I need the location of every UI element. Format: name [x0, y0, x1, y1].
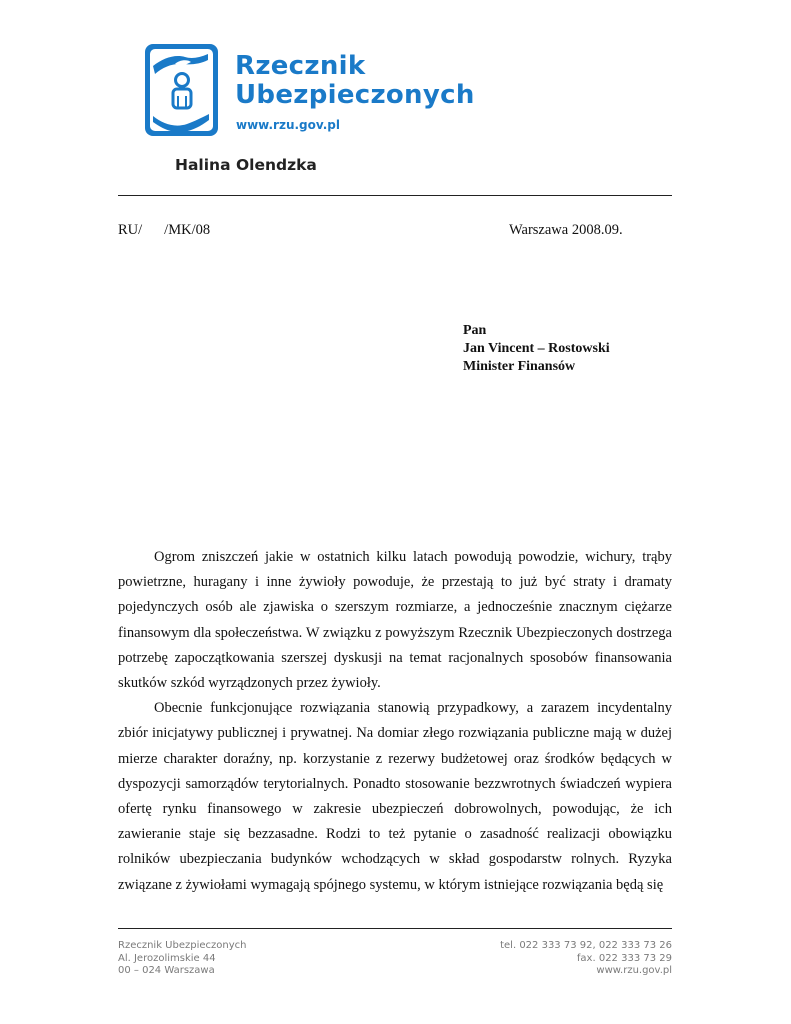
letter-body	[118, 545, 672, 898]
body-paragraph: Obecnie funkcjonujące rozwiązania stanowią przypadkowy, a zarazem incydentalny zbiór inicjatywy publicznej i prywatnej. Na domiar złego rozwiązania publiczne mają w dużej mierze charakter doraźny, np. korzystanie z rezerwy budżetowej oraz środków będących w dyspozycji samorządów terytorialnych. Ponadto stosowanie bezzwrotnych świadczeń wypiera ofertę rynku finansowego w zakresie ubezpieczeń dobrowolnych, powodując, że ich zawieranie staje się bezzasadne. Rodzi to też pytanie o zasadność realizacji obowiązku rolników ubezpieczania budynków wchodzących w skład gospodarstw rolnych. Ryzyka związane z żywiołami wymagają spójnego systemu, w którym istniejące rozwiązania będą się	[118, 700, 672, 893]
sender-name: Halina Olendzka	[175, 156, 317, 174]
org-name-line1: Rzecznik	[235, 51, 366, 81]
reference-number	[118, 222, 210, 239]
addressee-salutation: Pan	[463, 323, 487, 338]
addressee-name: Jan Vincent – Rostowski	[463, 341, 610, 356]
letter-date: Warszawa 2008.09.	[509, 222, 623, 238]
header-divider	[118, 195, 672, 196]
logo-emblem	[145, 44, 218, 136]
hands-protecting-person-icon	[145, 44, 218, 136]
org-name-line2: Ubezpieczonych	[235, 80, 475, 110]
addressee-position: Minister Finansów	[463, 359, 576, 374]
reference-prefix: RU/	[118, 222, 143, 238]
footer-city: 00 – 024 Warszawa	[118, 965, 215, 976]
footer-fax: fax. 022 333 73 29	[576, 952, 672, 964]
footer-street: Al. Jerozolimskie 44	[118, 952, 216, 964]
addressee-block	[463, 322, 610, 376]
reference-suffix: /MK/08	[164, 222, 211, 238]
footer-org-name: Rzecznik Ubezpieczonych	[118, 940, 247, 951]
footer-contact	[500, 940, 672, 978]
footer-website: www.rzu.gov.pl	[596, 965, 672, 976]
org-name	[235, 52, 475, 110]
body-paragraph: Ogrom zniszczeń jakie w ostatnich kilku latach powodują powodzie, wichury, trąby powietrzne, huragany i inne żywioły powoduje, że przestają to już być straty i dramaty pojedynczych osób ale zjawiska o szerszym rozmiarze, a jednocześnie znacznym ciężarze finansowym dla społeczeństwa. W związku z powyższym Rzecznik Ubezpieczonych dostrzega potrzebę zapoczątkowania szerszej dyskusji na temat racjonalnych sposobów finansowania skutków szkód wyrządzonych przez żywioły.	[118, 549, 672, 692]
footer-phone: tel. 022 333 73 92, 022 333 73 26	[500, 940, 672, 951]
footer-divider	[118, 928, 672, 929]
footer-address	[118, 940, 247, 978]
org-website: www.rzu.gov.pl	[236, 118, 340, 132]
